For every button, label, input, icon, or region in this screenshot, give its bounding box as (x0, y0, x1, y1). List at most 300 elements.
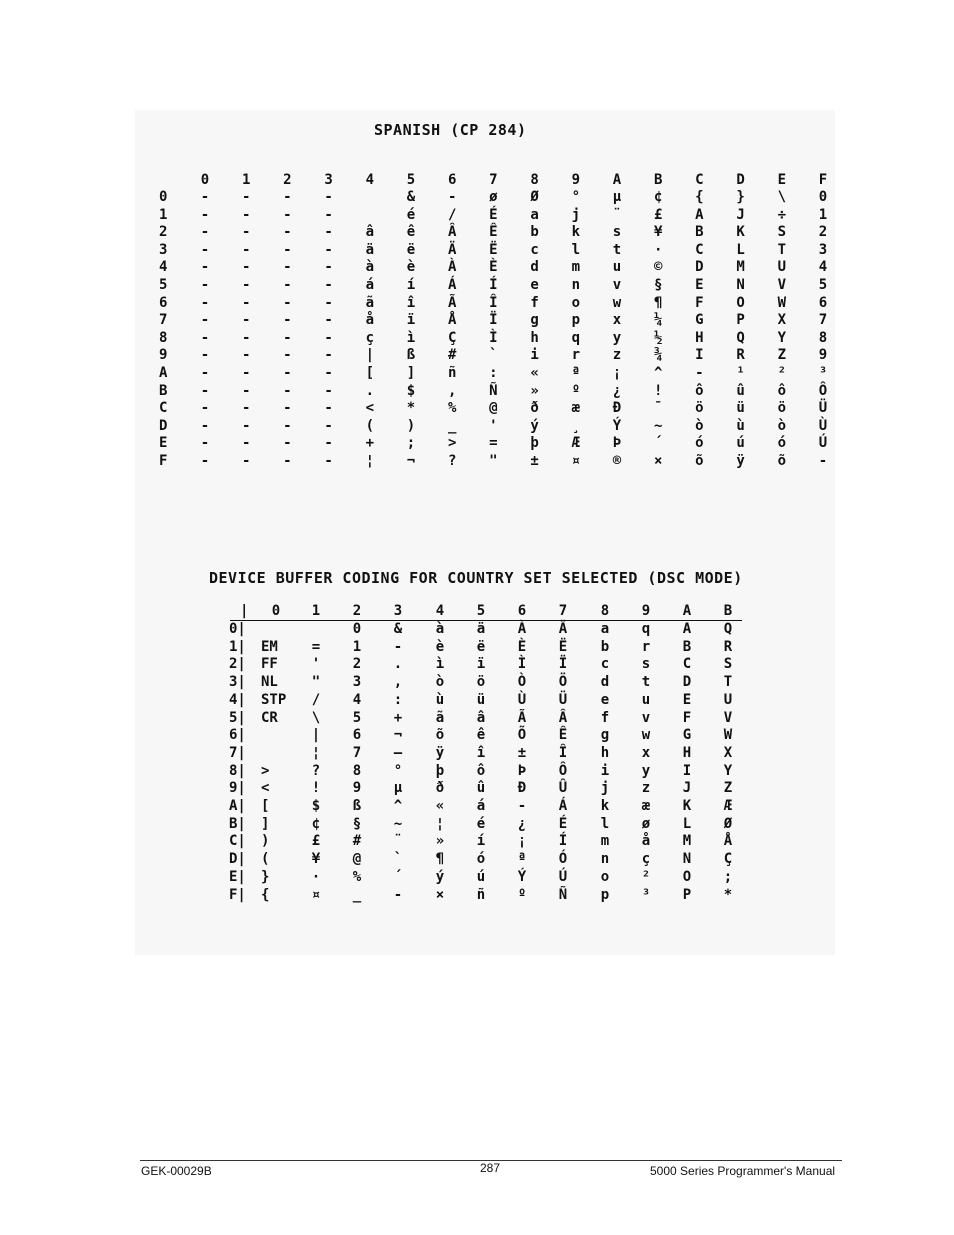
table-cell: â (365, 224, 375, 241)
row-label: 1 (159, 206, 168, 223)
table-cell: û (476, 780, 486, 797)
table-cell: ? (447, 453, 457, 469)
table-cell: » (435, 833, 445, 850)
table-cell: : (393, 691, 403, 708)
table-cell: N (682, 851, 692, 868)
table-cell: H (695, 329, 704, 346)
table-cell: - (241, 365, 251, 381)
table-cell: æ (641, 798, 651, 814)
table-cell: ´ (393, 868, 403, 885)
row-label: C| (229, 833, 246, 850)
table-cell: - (241, 382, 251, 399)
table-cell: Ì (517, 656, 527, 673)
table-cell: â (476, 709, 486, 726)
row-label: 8| (229, 762, 246, 779)
table-cell: ä (476, 621, 486, 637)
table-cell: ² (641, 868, 651, 885)
table-cell: x (612, 312, 622, 329)
table-cell: í (406, 277, 416, 293)
table-cell: ` (393, 851, 403, 868)
table-cell: F (695, 294, 704, 311)
table-cell: r (641, 638, 651, 655)
table-cell: v (612, 277, 622, 293)
table-cell: o (600, 868, 610, 885)
column-header: B (723, 603, 733, 619)
table-cell: ¦ (435, 815, 445, 832)
table-cell: d (530, 259, 539, 276)
table-cell: I (682, 762, 692, 779)
table-cell: - (324, 365, 333, 381)
table-cell: Â (447, 224, 457, 241)
column-header: E (777, 172, 787, 188)
table-cell: J (736, 206, 745, 223)
table-cell: » (530, 382, 539, 399)
table-cell: © (653, 259, 663, 276)
table-cell: ± (517, 744, 527, 761)
table-cell: z (612, 347, 622, 364)
table-cell: t (612, 241, 622, 258)
table-cell: - (200, 453, 210, 469)
table-cell: - (200, 224, 210, 241)
table-cell: ® (612, 453, 622, 469)
table-cell: ñ (476, 886, 486, 903)
table-cell: 2 (352, 656, 362, 673)
table-cell: E (682, 691, 692, 708)
table-cell: \ (311, 709, 321, 726)
table-cell: ¶ (653, 294, 663, 311)
table-cell: ~ (653, 417, 663, 434)
table-cell: - (283, 277, 292, 293)
table-cell: È (489, 259, 498, 276)
table-cell: é (406, 206, 416, 223)
row-label: D (159, 417, 168, 434)
table-cell: T (777, 241, 787, 258)
table-cell: g (600, 727, 610, 744)
table-cell: - (241, 347, 251, 364)
table-cell: C (682, 656, 692, 673)
table-cell: - (200, 365, 210, 381)
table-cell: - (818, 453, 828, 469)
table-cell: - (324, 400, 333, 417)
table-cell: ì (435, 656, 445, 673)
table-cell: ï (406, 312, 416, 329)
footer-manual-title: 5000 Series Programmer's Manual (650, 1164, 836, 1178)
table-cell: Q (723, 621, 733, 637)
table-cell: - (324, 329, 333, 346)
table-cell: - (393, 638, 403, 655)
table-cell: ë (406, 241, 416, 258)
table-cell: ¼ (653, 312, 663, 329)
column-header: 3 (324, 172, 333, 188)
table-cell: Ù (517, 691, 527, 708)
table-cell: Æ (571, 435, 581, 452)
table-cell: - (283, 312, 292, 329)
row-label: A (159, 365, 168, 381)
table-cell: - (200, 259, 210, 276)
table-cell: t (641, 674, 651, 691)
table-cell: « (530, 365, 539, 381)
row-label: B| (229, 815, 246, 832)
table-cell: - (200, 435, 210, 452)
table-cell: W (723, 727, 733, 744)
table-cell: ð (530, 400, 539, 417)
table-cell: u (612, 259, 622, 276)
row-label: E| (229, 868, 246, 885)
table-cell: ¿ (612, 382, 622, 399)
table-cell: N (736, 277, 745, 293)
control-code: ] (261, 815, 270, 832)
table-cell: - (241, 259, 251, 276)
table-cell: ] (406, 365, 416, 381)
table-cell: s (641, 656, 651, 673)
column-header: 9 (641, 603, 651, 619)
table-cell: « (435, 798, 445, 814)
table-cell: ù (736, 417, 745, 434)
table-cell: æ (571, 400, 581, 417)
table-cell: m (571, 259, 581, 276)
table-cell: Ø (530, 189, 539, 205)
table-cell: ü (736, 400, 745, 417)
table-cell: W (777, 294, 787, 311)
table-cell: K (736, 224, 745, 241)
control-code: FF (261, 656, 278, 673)
table-cell: U (723, 691, 733, 708)
table-cell: i (530, 347, 539, 364)
table-cell: R (736, 347, 745, 364)
table-cell: - (200, 277, 210, 293)
table-cell: Ð (612, 400, 622, 417)
row-label: 5| (229, 709, 246, 726)
table-cell: - (200, 294, 210, 311)
table-cell: í (476, 833, 486, 850)
table-cell: ¤ (571, 453, 581, 469)
table-cell: ( (365, 417, 375, 434)
table-cell: Æ (723, 798, 733, 814)
table-cell: 1 (818, 206, 828, 223)
table-cell: / (311, 691, 321, 708)
table-cell: á (365, 277, 375, 293)
table-cell: Ï (489, 312, 498, 329)
column-header: 9 (571, 172, 581, 188)
table-cell: - (241, 277, 251, 293)
table-cell: - (324, 277, 333, 293)
table-cell: a (600, 621, 610, 637)
table-cell: e (530, 277, 539, 293)
table-cell: B (682, 638, 692, 655)
table-cell: Ã (447, 294, 457, 311)
row-label: 8 (159, 329, 168, 346)
table-cell: - (324, 224, 333, 241)
table-cell: - (241, 189, 251, 205)
table-cell: X (723, 744, 733, 761)
table-cell: Ú (818, 435, 828, 452)
table-cell: - (324, 312, 333, 329)
table-cell: - (283, 224, 292, 241)
table-cell: ¸ (571, 417, 581, 434)
table-cell: Þ (612, 435, 622, 452)
table-cell: À (447, 259, 457, 276)
table-cell: ? (311, 762, 321, 779)
table-cell: H (682, 744, 692, 761)
table-cell: · (653, 241, 663, 258)
table-cell: - (200, 312, 210, 329)
control-code: < (261, 780, 270, 797)
table-cell: Ï (558, 656, 568, 673)
table-cell: v (641, 709, 651, 726)
table-cell: P (736, 312, 745, 329)
column-header: 4 (435, 603, 445, 619)
table1-title: SPANISH (CP 284) (374, 121, 527, 139)
table-cell: ) (406, 417, 416, 434)
table-cell: q (571, 329, 581, 346)
column-header: 8 (600, 603, 610, 619)
table-cell: - (241, 241, 251, 258)
table-cell: É (489, 206, 498, 223)
table-cell: Þ (517, 762, 527, 779)
column-header: C (695, 172, 704, 188)
table-cell: ú (476, 868, 486, 885)
table-cell: à (365, 259, 375, 276)
row-label: A| (229, 798, 246, 814)
table-cell: ¡ (517, 833, 527, 850)
table-cell: Ê (558, 727, 568, 744)
table-cell: Î (558, 744, 568, 761)
table-cell: U (777, 259, 787, 276)
column-header: 2 (352, 603, 362, 619)
table-cell: º (517, 886, 527, 903)
table-cell: Ó (558, 851, 568, 868)
table-cell: d (600, 674, 610, 691)
table-cell: S (723, 656, 733, 673)
table-cell: - (324, 453, 333, 469)
table-cell: p (571, 312, 581, 329)
table-cell: - (200, 241, 210, 258)
table-cell: a (530, 206, 539, 223)
table-cell: - (283, 417, 292, 434)
table-cell: - (200, 382, 210, 399)
table-cell: q (641, 621, 651, 637)
table-cell: j (571, 206, 581, 223)
table-cell: I (695, 347, 704, 364)
table-cell: 5 (352, 709, 362, 726)
table-cell: ¨ (393, 833, 403, 850)
table-cell: å (641, 833, 651, 850)
table-cell: V (723, 709, 733, 726)
column-header: 0 (200, 172, 210, 188)
table-cell: ö (695, 400, 704, 417)
table-cell: Ã (517, 709, 527, 726)
column-header: 0 (271, 603, 281, 619)
table-cell: Ý (517, 868, 527, 885)
table-cell: ¦ (311, 744, 321, 761)
column-header: D (736, 172, 745, 188)
table-cell: f (530, 294, 539, 311)
table-cell: Í (489, 277, 498, 293)
table-cell: 8 (818, 329, 828, 346)
table-cell: Ä (447, 241, 457, 258)
table-cell: D (682, 674, 692, 691)
table-cell: ¢ (311, 815, 321, 832)
footer-page-number: 287 (480, 1161, 501, 1175)
table-cell: ï (476, 656, 486, 673)
table-cell: - (241, 417, 251, 434)
table-cell: ¯ (653, 400, 663, 417)
table-cell: 4 (352, 691, 362, 708)
table-cell: l (571, 241, 581, 258)
table-cell: * (723, 886, 733, 903)
table-cell: Y (777, 329, 787, 346)
table-cell: - (283, 365, 292, 381)
table-cell: - (324, 347, 333, 364)
table-cell: w (612, 294, 622, 311)
row-label: C (159, 400, 168, 417)
table-cell: E (695, 277, 704, 293)
column-header: A (682, 603, 692, 619)
table-cell: J (682, 780, 692, 797)
column-header: 8 (530, 172, 539, 188)
table-cell: 1 (352, 638, 362, 655)
table-cell: G (682, 727, 692, 744)
control-code: > (261, 762, 270, 779)
table-cell: _ (447, 417, 457, 434)
table-cell: × (653, 453, 663, 469)
column-header: 1 (311, 603, 321, 619)
table-cell: l (600, 815, 610, 832)
table-cell: R (723, 638, 733, 655)
table-cell: ó (695, 435, 704, 452)
table-cell: û (736, 382, 745, 399)
footer-doc-id: GEK-00029B (141, 1164, 212, 1178)
column-header: B (653, 172, 663, 188)
table-cell: Ü (818, 400, 828, 417)
control-code: STP (261, 691, 287, 708)
table-cell: ÿ (736, 453, 745, 469)
table-cell: Z (777, 347, 787, 364)
table-cell: ³ (641, 886, 651, 903)
table-cell: Ü (558, 691, 568, 708)
table-cell: - (324, 189, 333, 205)
table-cell: k (571, 224, 581, 241)
table-cell: 2 (818, 224, 828, 241)
table-cell: - (241, 206, 251, 223)
table-cell: ã (365, 294, 375, 311)
table-cell: - (517, 798, 527, 814)
table-cell: Ê (489, 224, 498, 241)
table-cell: @ (352, 851, 362, 868)
row-label: 3 (159, 241, 168, 258)
table-cell: 7 (818, 312, 828, 329)
table-cell: ê (406, 224, 416, 241)
table-cell: c (530, 241, 539, 258)
table-cell: Ò (517, 674, 527, 691)
table-cell: + (365, 435, 375, 452)
table-cell: ¨ (612, 206, 622, 223)
table-cell: - (241, 400, 251, 417)
table-cell: \ (777, 189, 787, 205)
table-cell: õ (777, 453, 787, 469)
table-cell: - (283, 259, 292, 276)
table-cell: ° (571, 189, 581, 205)
table-cell: - (200, 189, 210, 205)
table-cell: g (530, 312, 539, 329)
table-cell: ò (777, 417, 787, 434)
table-cell: å (365, 312, 375, 329)
table-cell: s (612, 224, 622, 241)
table-cell: A (695, 206, 704, 223)
table-cell: - (283, 400, 292, 417)
table-cell: ° (393, 762, 403, 779)
table-cell: B (695, 224, 704, 241)
table-cell: D (695, 259, 704, 276)
column-header: 7 (489, 172, 498, 188)
table-cell: ² (777, 365, 787, 381)
table-cell: - (283, 189, 292, 205)
row-label: 1| (229, 638, 246, 655)
table-cell: - (324, 382, 333, 399)
table-cell: È (517, 638, 527, 655)
table-cell: & (393, 621, 403, 637)
table-cell: M (682, 833, 692, 850)
row-label: 0 (159, 189, 168, 205)
table-cell: _ (352, 886, 362, 903)
table-cell: u (641, 691, 651, 708)
table-cell: = (311, 638, 321, 655)
table-cell: Å (447, 312, 457, 329)
table-cell: p (600, 886, 610, 903)
table-cell: þ (435, 762, 445, 779)
table-cell: f (600, 709, 610, 726)
table-cell: . (393, 656, 403, 673)
table-cell: ¬ (406, 453, 416, 469)
table-cell: G (695, 312, 704, 329)
table2-title: DEVICE BUFFER CODING FOR COUNTRY SET SELECTED (DSC MODE) (209, 569, 743, 587)
table-cell: } (736, 189, 745, 205)
table-cell: - (283, 206, 292, 223)
table-cell: m (600, 833, 610, 850)
table-cell: Ñ (489, 382, 498, 399)
column-header: 1 (241, 172, 251, 188)
table-cell: ý (435, 868, 445, 885)
row-label: 4| (229, 691, 246, 708)
row-label: 9 (159, 347, 168, 364)
table-cell: 6 (818, 294, 828, 311)
table-cell: n (600, 851, 610, 868)
row-label: 7 (159, 312, 168, 329)
table-cell: % (447, 400, 457, 417)
table-cell: £ (653, 206, 663, 223)
table-cell: 6 (352, 727, 362, 744)
table-cell: | (311, 727, 321, 744)
table-cell: ì (406, 329, 416, 346)
row-label: 3| (229, 674, 246, 691)
table-cell: ó (777, 435, 787, 452)
table-cell: Y (723, 762, 733, 779)
table-cell: ÷ (777, 206, 787, 223)
table-cell: ¥ (653, 224, 663, 241)
control-code: EM (261, 638, 278, 655)
table-cell: 8 (352, 762, 362, 779)
table-cell: , (393, 674, 403, 691)
table-cell: ¢ (653, 189, 663, 205)
control-code: { (261, 886, 270, 903)
column-header: 3 (393, 603, 403, 619)
table-cell: - (200, 400, 210, 417)
table-cell: M (736, 259, 745, 276)
column-header: 4 (365, 172, 375, 188)
table-cell: - (283, 382, 292, 399)
table-cell: - (200, 417, 210, 434)
table-cell: b (530, 224, 539, 241)
